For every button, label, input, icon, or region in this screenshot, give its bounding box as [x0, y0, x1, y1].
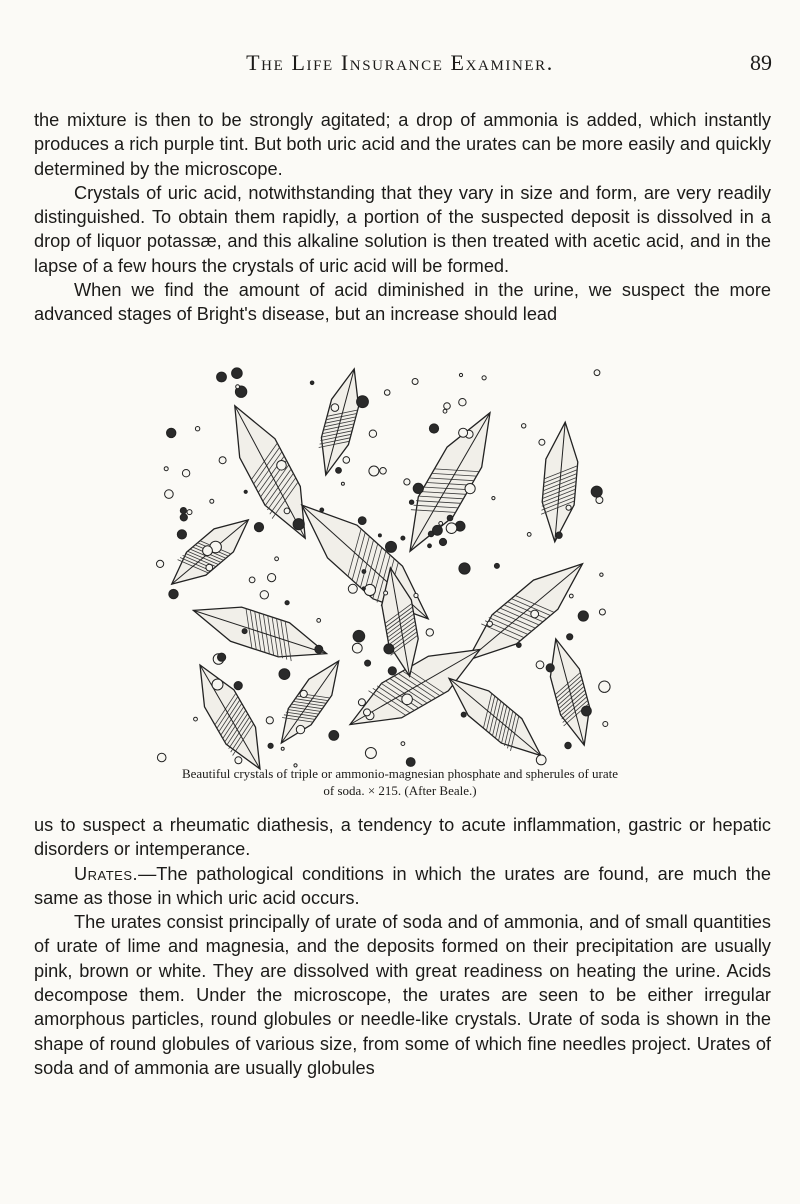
urate-spherule — [260, 591, 268, 599]
urate-spherule — [516, 643, 521, 648]
paragraph-body: —The pathological conditions in which the urates are found, are much the same as those in which uric acid occurs. — [34, 863, 771, 908]
urate-spherule — [167, 428, 176, 437]
urate-spherule — [281, 747, 284, 750]
urate-spherule — [600, 573, 603, 576]
urate-spherule — [443, 409, 447, 413]
urate-spherule — [362, 570, 366, 574]
urate-spherule — [447, 515, 453, 521]
urate-spherule — [187, 510, 192, 515]
urate-spherule — [320, 508, 324, 512]
figure-caption — [120, 765, 680, 799]
urate-spherule — [268, 574, 276, 582]
urate-spherule — [203, 546, 213, 556]
urate-spherule — [459, 563, 470, 574]
urate-spherule — [169, 589, 178, 598]
urate-spherule — [582, 706, 592, 716]
urate-spherule — [556, 532, 562, 538]
urate-spherule — [180, 508, 186, 514]
urate-spherule — [358, 699, 365, 706]
urate-spherule — [234, 682, 242, 690]
urate-spherule — [536, 661, 544, 669]
urate-spherule — [242, 629, 247, 634]
paragraph: The urates consist principally of urate of soda and of ammonia, and of small quantities of urate of lime and magnesia, and the deposits formed on their precipitation are usually pink, brown or white. They are dissolved with great readiness on heating the urine. Acids decompose them. Under the microscope, the urates are seen to be either irregular amorphous particles, round globules or needle-like crystals. Urate of soda is shown in the shape of round globules of various size, from some of which fine needles project. Urates of soda and of ammonia are usually globules — [34, 912, 771, 1078]
urate-spherule — [522, 424, 526, 428]
urate-spherule — [594, 370, 600, 376]
urate-spherule — [180, 514, 187, 521]
paragraph: Crystals of uric acid, notwithstanding that they vary in size and form, are very readily distinguished. To obtain them rapidly, a portion of the suspected deposit is dissolved in a drop of liquor potassæ, and this alkaline solution is then treated with acetic acid, and in the lapse of a few hours the crystals of uric acid will be formed. — [34, 182, 771, 276]
urate-spherule — [599, 609, 605, 615]
urate-spherule — [569, 594, 573, 598]
urate-spherule — [429, 424, 438, 433]
urate-spherule — [531, 610, 539, 618]
urate-spherule — [279, 669, 290, 680]
urate-spherule — [164, 467, 168, 471]
urate-spherule — [565, 742, 571, 748]
urate-spherule — [401, 536, 405, 540]
urate-spherule — [459, 399, 466, 406]
urate-spherule — [567, 634, 573, 640]
urate-spherule — [386, 541, 397, 552]
urate-spherule — [157, 753, 166, 762]
urate-spherule — [482, 376, 486, 380]
urate-spherule — [206, 564, 213, 571]
urate-spherule — [364, 709, 371, 716]
running-head — [0, 50, 800, 80]
crystal-illustration — [150, 362, 630, 776]
urate-spherule — [195, 427, 199, 431]
urate-spherule — [439, 522, 443, 526]
section-heading: Urates. — [74, 863, 139, 884]
urate-spherule — [177, 530, 186, 539]
urate-spherule — [459, 373, 462, 376]
paragraph: When we find the amount of acid diminished in the urine, we suspect the more advanced stages of Bright's disease, but an increase should lead — [34, 280, 771, 325]
urate-spherule — [362, 587, 365, 590]
urate-spherule — [232, 368, 243, 379]
paragraph: us to suspect a rheumatic diathesis, a tendency to acute inflammation, gastric or hepatic disorders or intemperance. — [34, 815, 771, 860]
urate-spherule — [384, 644, 394, 654]
urate-spherule — [365, 660, 371, 666]
urate-spherule — [539, 439, 545, 445]
urate-spherule — [217, 372, 227, 382]
caption-line: of soda. × 215. (After Beale.) — [323, 783, 477, 798]
urate-spherule — [358, 517, 366, 525]
urate-spherule — [331, 404, 339, 412]
crystal-drawing — [150, 362, 630, 776]
urate-spherule — [329, 731, 339, 741]
urate-spherule — [402, 694, 413, 705]
paragraph: the mixture is then to be strongly agitated; a drop of ammonia is added, which instantly produces a rich purple tint. But both uric acid and the urates can be more easily and quickly determined by the microscope. — [34, 110, 771, 179]
urate-spherule — [341, 482, 344, 485]
urate-spherule — [336, 468, 342, 474]
urate-spherule — [414, 593, 418, 597]
urate-spherule — [218, 653, 226, 661]
urate-spherule — [566, 505, 571, 510]
urate-spherule — [591, 486, 602, 497]
urate-spherule — [194, 717, 198, 721]
urate-spherule — [465, 484, 475, 494]
urate-spherule — [546, 664, 554, 672]
urate-spherule — [266, 717, 273, 724]
urate-spherule — [275, 557, 279, 561]
urate-spherule — [353, 630, 365, 642]
crystal-ridge — [200, 665, 260, 769]
urate-spherule — [494, 563, 499, 568]
urate-spherule — [446, 523, 457, 534]
crystal-ridge — [235, 406, 305, 538]
urate-spherule — [310, 381, 314, 385]
urate-spherule — [461, 712, 466, 717]
urate-spherule — [219, 457, 226, 464]
urate-spherule — [348, 584, 357, 593]
urate-spherule — [487, 621, 492, 626]
urate-spherule — [426, 629, 433, 636]
urate-spherule — [412, 379, 418, 385]
urate-spherule — [413, 483, 423, 493]
urate-spherule — [277, 461, 287, 471]
urate-spherule — [439, 538, 446, 545]
urate-spherule — [254, 523, 263, 532]
urate-spherule — [364, 584, 375, 595]
urate-spherule — [409, 500, 413, 504]
urate-spherule — [384, 591, 388, 595]
urate-spherule — [357, 396, 369, 408]
urate-spherule — [378, 534, 381, 537]
urate-spherule — [343, 457, 350, 464]
urate-spherule — [157, 560, 164, 567]
urate-spherule — [236, 385, 240, 389]
body-text-top — [34, 108, 771, 327]
urate-spherule — [444, 403, 451, 410]
running-title: The Life Insurance Examiner. — [246, 50, 554, 75]
urate-spherule — [235, 757, 242, 764]
urate-spherule — [249, 577, 255, 583]
urate-spherule — [536, 755, 546, 765]
urate-spherule — [365, 748, 376, 759]
paragraph — [34, 862, 771, 911]
urate-spherule — [599, 681, 610, 692]
urate-spherule — [401, 742, 405, 746]
urate-spherule — [285, 601, 289, 605]
urate-spherule — [244, 490, 247, 493]
urate-spherule — [212, 679, 223, 690]
urate-spherule — [384, 390, 390, 396]
page-number: 89 — [750, 50, 772, 75]
urate-spherule — [300, 690, 307, 697]
urate-spherule — [459, 428, 468, 437]
urate-spherule — [527, 533, 531, 537]
urate-spherule — [388, 667, 396, 675]
urate-spherule — [428, 544, 432, 548]
urate-spherule — [433, 525, 443, 535]
urate-spherule — [369, 430, 376, 437]
urate-spherule — [293, 519, 304, 530]
urate-spherule — [369, 466, 379, 476]
urate-spherule — [268, 743, 273, 748]
urate-spherule — [315, 645, 323, 653]
urate-spherule — [165, 490, 174, 499]
urate-spherule — [380, 468, 387, 475]
urate-spherule — [492, 497, 495, 500]
urate-spherule — [352, 643, 362, 653]
urate-spherule — [404, 479, 410, 485]
urate-spherule — [578, 611, 588, 621]
crystal-ridge — [468, 564, 583, 660]
urate-spherule — [317, 619, 321, 623]
body-text-bottom — [34, 813, 771, 1080]
urate-spherule — [182, 470, 189, 477]
urate-spherule — [603, 722, 608, 727]
urate-spherule — [296, 725, 304, 733]
caption-line: Beautiful crystals of triple or ammonio-magnesian phosphate and spherules of urate — [181, 766, 619, 781]
urate-spherule — [210, 499, 214, 503]
urate-spherule — [284, 508, 290, 514]
